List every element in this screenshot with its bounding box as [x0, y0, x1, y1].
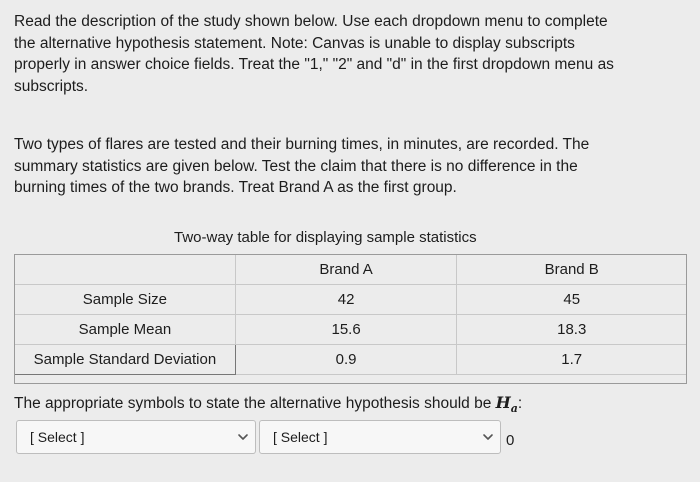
hypothesis-relation-dropdown[interactable]: [259, 420, 501, 454]
instructions-paragraph: [14, 11, 696, 97]
instructions-line: the alternative hypothesis statement. Note: Canvas is unable to display subscripts: [14, 34, 575, 52]
cell-brand-b: 1.7: [457, 345, 687, 375]
chevron-down-icon: [237, 431, 249, 443]
sample-statistics-table: [14, 254, 687, 375]
row-label-sample-standard-deviation: Sample Standard Deviation: [15, 345, 236, 375]
column-header-brand-b: Brand B: [457, 255, 687, 285]
row-label-sample-size: Sample Size: [15, 285, 236, 315]
instructions-line: Read the description of the study shown below. Use each dropdown menu to complete: [14, 13, 608, 30]
table-row: [15, 285, 687, 315]
chevron-down-icon: [482, 431, 494, 443]
table-row: [15, 315, 687, 345]
table-row: [15, 345, 687, 375]
table-title: Two-way table for displaying sample statistics: [174, 229, 477, 246]
table-corner-cell: [15, 255, 236, 285]
symbol-subscript: a: [510, 402, 518, 416]
cell-brand-b: 18.3: [457, 315, 687, 345]
instructions-line: subscripts.: [14, 77, 89, 95]
column-header-brand-a: Brand A: [235, 255, 457, 285]
question-suffix: :: [517, 395, 523, 412]
row-label-sample-mean: Sample Mean: [15, 315, 236, 345]
description-line: summary statistics are given below. Test the claim that there is no difference in the: [14, 157, 578, 175]
hypothesis-value: 0: [506, 432, 515, 449]
cell-brand-b: 45: [457, 285, 687, 315]
table-header-row: [15, 255, 687, 285]
study-description: [14, 134, 684, 199]
description-line: burning times of the two brands. Treat Brand A as the first group.: [14, 179, 457, 196]
description-line: Two types of flares are tested and their burning times, in minutes, are recorded. The: [14, 136, 590, 153]
cell-brand-a: 42: [235, 285, 457, 315]
hypothesis-symbol-dropdown[interactable]: [16, 420, 256, 454]
dropdown-selected-label: [ Select ]: [273, 429, 328, 445]
symbol-letter: H: [495, 393, 511, 412]
dropdown-selected-label: [ Select ]: [30, 429, 85, 445]
question-text: The appropriate symbols to state the alternative hypothesis should be: [14, 395, 496, 412]
hypothesis-question: [14, 393, 522, 415]
instructions-line: properly in answer choice fields. Treat the "1," "2" and "d" in the first dropdown menu as: [14, 56, 614, 73]
hypothesis-symbol: [495, 393, 518, 416]
cell-brand-a: 15.6: [235, 315, 457, 345]
cell-brand-a: 0.9: [235, 345, 457, 375]
